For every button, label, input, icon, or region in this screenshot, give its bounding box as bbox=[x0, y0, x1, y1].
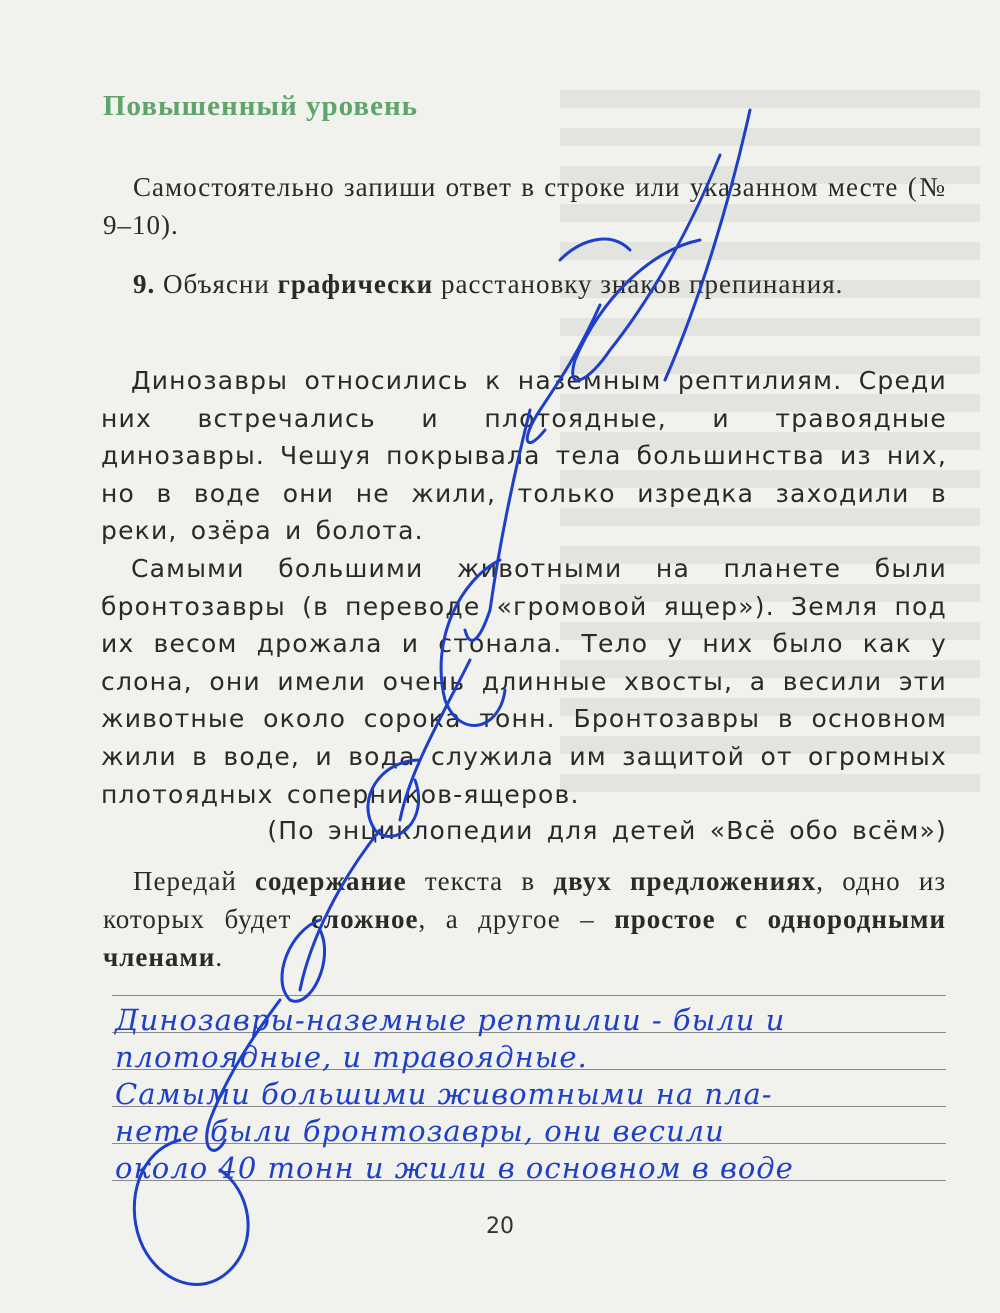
task-text-after: расстановку знаков препинания. bbox=[440, 269, 844, 299]
passage-paragraph-2: Самыми большими животными на планете были бронтозавры (в переводе «громовой ящер»). Земля под их весом дрожала и стонала. Тело у них было как у слона, они имели очень длинные хвосты, а весили эти животные около сорока тонн. Бронтозавры в основном жили в воде, и вода служила им защитой от огромных плотоядных соперников-ящеров. bbox=[101, 553, 947, 809]
prompt-t3: , одно из которых будет bbox=[103, 866, 947, 934]
handwritten-answer bbox=[115, 1002, 955, 1187]
answer-line bbox=[112, 995, 946, 996]
answer-line-text: около 40 тонн и жили в основном в воде bbox=[115, 1151, 794, 1185]
prompt-t1: Передай bbox=[133, 866, 237, 896]
prompt-t2: текста в bbox=[424, 866, 536, 896]
dinosaur-passage bbox=[101, 362, 947, 813]
answer-line-text: Динозавры-наземные рептилии - были и bbox=[115, 1003, 786, 1037]
task-prompt bbox=[103, 862, 946, 976]
answer-line-text: плотоядные, и травоядные. bbox=[115, 1040, 588, 1074]
section-heading: Повышенный уровень bbox=[103, 90, 418, 122]
prompt-b2: двух предложениях bbox=[553, 866, 817, 896]
passage-paragraph-1: Динозавры относились к наземным рептилиям. Среди них встречались и плотоядные, и травоядные динозавры. Чешуя покрывала тела большинства из них, но в воде они не жили, только изредка заходили в реки, озёра и болота. bbox=[101, 366, 947, 546]
prompt-t5: . bbox=[215, 942, 224, 972]
instruction-text: Самостоятельно запиши ответ в строке или указанном месте (№ 9–10). bbox=[103, 172, 946, 240]
task-text-bold: графически bbox=[277, 269, 434, 299]
task-number: 9. bbox=[133, 269, 156, 299]
passage-source: (По энциклопедии для детей «Всё обо всём») bbox=[267, 816, 947, 845]
answer-line-text: нете были бронтозавры, они весили bbox=[115, 1114, 725, 1148]
task-9-statement bbox=[103, 265, 946, 303]
answer-line-text: Самыми большими животными на пла- bbox=[115, 1077, 773, 1111]
page-number: 20 bbox=[486, 1214, 514, 1239]
task-text-before: Объясни bbox=[163, 269, 270, 299]
prompt-b1: содержание bbox=[255, 866, 407, 896]
prompt-t4: , а другое – bbox=[418, 904, 595, 934]
prompt-b4: простое с однородными членами bbox=[103, 904, 946, 972]
prompt-b3: сложное bbox=[310, 904, 419, 934]
